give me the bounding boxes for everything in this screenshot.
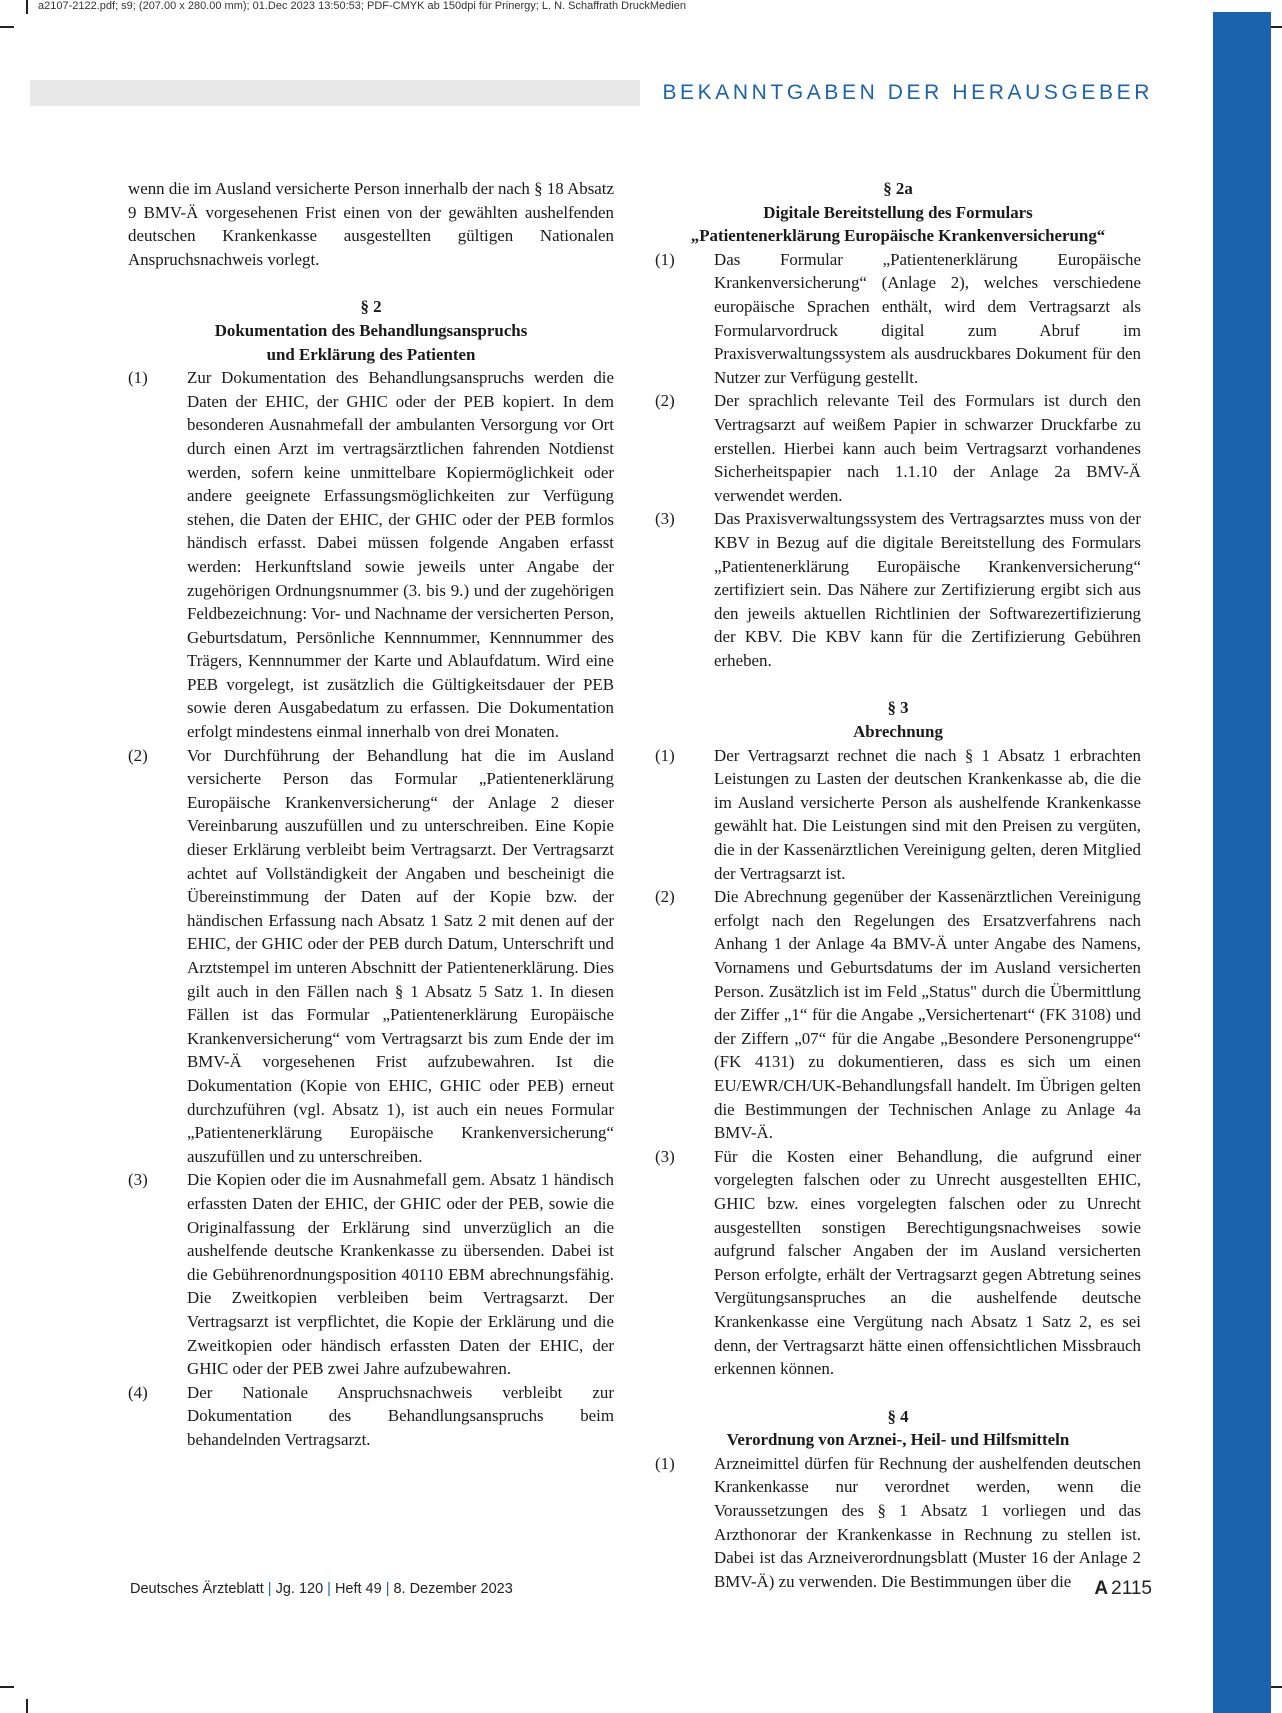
section-2-title-line1: Dokumentation des Behandlungsanspruchs: [214, 320, 528, 340]
item-text: Das Praxisverwaltungssystem des Vertragsarztes muss von der KBV in Bezug auf die digitale Bereitstellung des Formulars „Patientenerklärung Europäische Krankenversicherung“ zertifiziert sein. Das Nähere zur Zertifizierung ergibt sich aus den jeweils aktuellen Richtlinien der Softwarezertifizierung der KBV. Die KBV kann für die Zertifizierung Gebühren erheben.: [714, 509, 1141, 670]
section-2a-number: § 2a: [883, 179, 913, 198]
item-text: Der Nationale Anspruchsnachweis verbleibt zur Dokumentation des Behandlungsanspruchs beim behandelnden Vertragsarzt.: [187, 1382, 614, 1449]
item-text: Das Formular „Patientenerklärung Europäische Krankenversicherung“ (Anlage 2), welches verschiedene europäische Sprachen enthält, wird dem Vertragsarzt als Formularvordruck digital zum Abruf im Praxisverwaltungssystem als ausdruckbares Dokument für den Nutzer zur Verfügung gestellt.: [714, 249, 1141, 387]
item-number: (3): [655, 1146, 675, 1166]
section-3-item: [655, 744, 1141, 886]
section-3-item: [655, 885, 1141, 1145]
section-3-number: § 3: [887, 698, 909, 718]
item-text: Der Vertragsarzt rechnet die nach § 1 Absatz 1 erbrachten Leistungen zu Lasten der deutschen Krankenkasse ab, die die im Ausland versicherte Person als aushelfende Krankenkasse gewählt hat. Die Leistungen sind mit den Preisen zu vergüten, die in der Kassenärztlichen Vereinigung gelten, deren Mitglied der Vertragsarzt ist.: [714, 745, 1141, 883]
item-number: (2): [655, 887, 675, 907]
crop-mark-top-left-h: [0, 26, 14, 28]
section-2-item: [128, 366, 614, 744]
section-4-number: § 4: [887, 1406, 909, 1426]
intro-paragraph: wenn die im Ausland versicherte Person innerhalb der nach § 18 Absatz 9 BMV-Ä vorgesehenen Frist einen von der gewählten aushelfenden deutschen Krankenkasse ausgestellten gültigen Nationalen Anspruchsnachweis vorlegt.: [128, 179, 614, 269]
section-2-item: [128, 744, 614, 1169]
section-2a-heading: [655, 177, 1141, 248]
footer-volume: Jg. 120: [275, 1581, 324, 1597]
page-footer: [130, 1581, 513, 1597]
item-text: Für die Kosten einer Behandlung, die aufgrund einer vorgelegten falschen oder zu Unrecht ausgestellten EHIC, GHIC bzw. eines vorgelegten falschen oder zu Unrecht ausgestellten sonstigen Berechtigungsnachweises sowie aufgrund falscher Angaben der im Ausland versicherten Person erfolgte, erhält der Vertragsarzt gegen Abtretung seines Vergütungsanspruches an die aushelfende deutsche Krankenkasse eine Vergütung nach Absatz 1 Satz 2, es sei denn, der Vertragsarzt hätte einen offensichtlichen Missbrauch erkennen können.: [714, 1146, 1141, 1379]
footer-separator: |: [327, 1581, 331, 1597]
section-2-title-line2: und Erklärung des Patienten: [266, 344, 476, 364]
item-text: Zur Dokumentation des Behandlungsanspruchs werden die Daten der EHIC, der GHIC oder der PEB kopiert. In dem besonderen Ausnahmefall der ambulanten Versorgung vor Ort durch einen Arzt im vertragsärztlichen fahrenden Notdienst werden, sofern keine unmittelbare Kopiermöglichkeit oder andere geeignete Erfassungsmöglichkeiten zur Verfügung stehen, die Daten der EHIC, der GHIC oder der PEB formlos händisch erfasst. Dabei müssen folgende Angaben erfasst werden: Herkunftsland sowie jeweils unter Angabe der zugehörigen Ordnungsnummer (3. bis 9.) und der zugehörigen Feldbezeichnung: Vor- und Nachname der versicherten Person, Geburtsdatum, Persönliche Kennnummer, Kennnummer des Trägers, Kennnummer der Karte und Ablaufdatum. Wird eine PEB vorgelegt, ist zusätzlich die Gültigkeitsdauer der PEB sowie deren Ausgabedatum zu erfassen. Die Dokumentation erfolgt mindestens einmal innerhalb von drei Monaten.: [187, 368, 614, 742]
item-text: Arzneimittel dürfen für Rechnung der aushelfenden deutschen Krankenkasse nur verordnet werden, wenn die Voraussetzungen des § 1 Absatz 1 vorliegen und das Arzthonorar der Krankenkasse in Rechnung zu stellen ist. Dabei ist das Arzneiverordnungsblatt (Muster 16 der Anlage 2 BMV-Ä) zu verwenden. Die Bestimmungen über die: [714, 1453, 1141, 1591]
item-text: Der sprachlich relevante Teil des Formulars ist durch den Vertragsarzt auf weißem Papier in schwarzer Druckfarbe zu erstellen. Hierbei kann auch beim Vertragsarzt vorhandenes Sicherheitspapier nach 1.1.10 der Anlage 2a BMV-Ä verwendet werden.: [714, 391, 1141, 505]
item-text: Vor Durchführung der Behandlung hat die im Ausland versicherte Person das Formular „Patientenerklärung Europäische Krankenversicherung“ der Anlage 2 dieser Vereinbarung auszufüllen und zu unterschreiben. Eine Kopie dieser Erklärung verbleibt beim Vertragsarzt. Der Vertragsarzt achtet auf Vollständigkeit der Angaben und bescheinigt die Übereinstimmung der Daten auf der Kopie bzw. der händischen Erfassung nach Absatz 1 Satz 2 mit denen auf der EHIC, der GHIC oder der PEB durch Datum, Unterschrift und Arztstempel im unteren Abschnitt der Patientenerklärung. Dies gilt auch in den Fällen nach § 1 Absatz 5 Satz 1. In diesen Fällen ist das Formular „Patientenerklärung Europäische Krankenversicherung“ vom Vertragsarzt bis zum Ende der im BMV-Ä vorgesehenen Frist aufzubewahren. Ist die Dokumentation (Kopie von EHIC, GHIC oder PEB) erneut durchzuführen (vgl. Absatz 1), ist auch ein neues Formular „Patientenerklärung Europäische Krankenversicherung“ auszufüllen und zu unterschreiben.: [187, 745, 614, 1166]
footer-separator: |: [267, 1581, 272, 1597]
section-4-heading: [655, 1405, 1141, 1452]
page-number: [1094, 1578, 1152, 1600]
item-text: Die Abrechnung gegenüber der Kassenärztlichen Vereinigung erfolgt nach den Regelungen des Ersatzverfahrens nach Anhang 1 der Anlage 4a BMV-Ä unter Angabe des Namens, Vornamens und Geburtsdatums der im Ausland versicherten Person. Zusätzlich ist im Feld „Status" durch die Übermittlung der Ziffer „1“ für die Angabe „Versichertenart“ (FK 3108) und der Ziffern „07“ für die Angabe „Besondere Personengruppe“ (FK 4131) zu dokumentieren, dass es sich um einen EU/EWR/CH/UK-Behandlungsfall handelt. Im Übrigen gelten die Bestimmungen der Technischen Anlage zu Anlage 4a BMV-Ä.: [714, 887, 1141, 1143]
section-2-number: § 2: [360, 297, 382, 317]
section-3-title: Abrechnung: [853, 722, 943, 742]
section-3-item: [655, 1145, 1141, 1381]
print-info-line: a2107-2122.pdf; s9; (207.00 x 280.00 mm); 01.Dec 2023 13:50:53; PDF-CMYK ab 150dpi für Prinergy; L. N. Schaffrath DruckMedien: [38, 0, 686, 12]
footer-issue: Heft 49: [334, 1581, 382, 1597]
right-column: [655, 177, 1141, 1593]
footer-date: 8. Dezember 2023: [393, 1581, 513, 1597]
section-header-band: [30, 80, 1213, 106]
item-number: (1): [655, 249, 675, 269]
footer-journal: Deutsches Ärzteblatt: [130, 1581, 264, 1597]
section-2a-item: [655, 389, 1141, 507]
item-number: (1): [128, 368, 148, 388]
item-number: (3): [128, 1170, 148, 1190]
item-text: Die Kopien oder die im Ausnahmefall gem. Absatz 1 händisch erfassten Daten der EHIC, der GHIC oder der PEB, sowie die Originalfassung der Erklärung sind unverzüglich an die aushelfende deutsche Krankenkasse zu übersenden. Dabei ist die Gebührenordnungsposition 40110 EBM abrechnungsfähig. Die Zweitkopien verbleiben beim Vertragsarzt. Der Vertragsarzt ist verpflichtet, die Kopie der Erklärung und die Zweitkopien oder händisch erfassten Daten der EHIC, der GHIC oder der PEB zwei Jahre aufzubewahren.: [187, 1170, 614, 1379]
page-number-value: 2115: [1111, 1578, 1152, 1599]
left-column: [128, 177, 614, 1451]
section-2a-item: [655, 507, 1141, 672]
section-3-heading: [655, 696, 1141, 743]
section-2-heading: [128, 295, 614, 366]
item-number: (1): [655, 745, 675, 765]
section-4-title: Verordnung von Arznei-, Heil- und Hilfsmitteln: [726, 1430, 1070, 1450]
section-2a-title-line2: „Patientenerklärung Europäische Krankenversicherung“: [690, 226, 1106, 246]
item-number: (1): [655, 1453, 675, 1473]
section-2a-item: [655, 248, 1141, 390]
page-number-prefix: A: [1094, 1578, 1109, 1599]
item-number: (4): [128, 1382, 148, 1402]
footer-separator: |: [385, 1581, 390, 1597]
section-4-item: [655, 1452, 1141, 1594]
item-number: (2): [655, 391, 675, 411]
crop-mark-bottom-left-h: [0, 1686, 14, 1688]
section-2-item: [128, 1168, 614, 1380]
blue-margin-bar: [1213, 12, 1271, 1713]
item-number: (2): [128, 745, 148, 765]
item-number: (3): [655, 509, 675, 529]
section-header-title: BEKANNTGABEN DER HERAUSGEBER: [640, 80, 1213, 106]
crop-mark-top-left: [26, 0, 28, 14]
section-2a-title-line1: Digitale Bereitstellung des Formulars: [763, 202, 1033, 222]
section-2-item: [128, 1381, 614, 1452]
crop-mark-bottom-left: [26, 1699, 28, 1713]
